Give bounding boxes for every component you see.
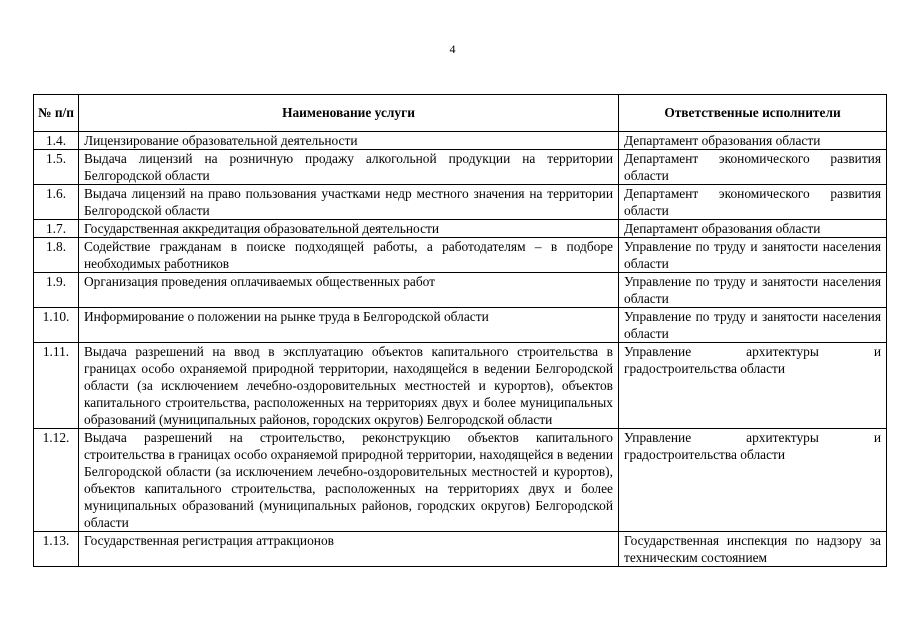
row-service-name: Организация проведения оплачиваемых общественных работ xyxy=(79,273,619,308)
row-service-name: Выдача разрешений на строительство, реконструкцию объектов капитального строительства в границах особо охраняемой природной территории, находящейся в ведении Белгородской области (за исключением лечебно-оздоровительных местностей и курортов), объектов капитального строительства, расположенных на территориях двух и более муниципальных образований (муниципальных районов, городских округов) Белгородской области xyxy=(79,429,619,532)
row-num: 1.11. xyxy=(34,343,79,429)
header-responsible: Ответственные исполнители xyxy=(619,95,887,132)
table-row xyxy=(34,343,887,429)
row-service-name: Лицензирование образовательной деятельности xyxy=(79,132,619,150)
page-number: 4 xyxy=(449,42,456,56)
row-service-name: Содействие гражданам в поиске подходящей работы, а работодателям – в подборе необходимых работников xyxy=(79,238,619,273)
row-responsible: Департамент экономического развития области xyxy=(619,185,887,220)
row-num: 1.8. xyxy=(34,238,79,273)
row-responsible: Управление архитектуры и градостроительства области xyxy=(619,429,887,532)
table-row xyxy=(34,429,887,532)
header-num: № п/п xyxy=(34,95,79,132)
table-row xyxy=(34,132,887,150)
row-service-name: Выдача разрешений на ввод в эксплуатацию объектов капитального строительства в границах особо охраняемой природной территории, находящейся в ведении Белгородской области (за исключением лечебно-оздоровительных местностей и курортов), объектов капитального строительства, расположенных на территориях двух и более муниципальных образований (муниципальных районов, городских округов) Белгородской области xyxy=(79,343,619,429)
table-row xyxy=(34,220,887,238)
table-row xyxy=(34,273,887,308)
table-row xyxy=(34,185,887,220)
row-num: 1.12. xyxy=(34,429,79,532)
row-num: 1.10. xyxy=(34,308,79,343)
row-responsible: Департамент экономического развития области xyxy=(619,150,887,185)
table-row xyxy=(34,238,887,273)
row-service-name: Государственная аккредитация образовательной деятельности xyxy=(79,220,619,238)
row-num: 1.5. xyxy=(34,150,79,185)
row-responsible: Управление по труду и занятости населения области xyxy=(619,238,887,273)
header-service-name: Наименование услуги xyxy=(79,95,619,132)
table-row xyxy=(34,150,887,185)
row-responsible: Государственная инспекция по надзору за техническим состоянием xyxy=(619,532,887,567)
row-num: 1.7. xyxy=(34,220,79,238)
row-responsible: Управление по труду и занятости населения области xyxy=(619,273,887,308)
row-responsible: Департамент образования области xyxy=(619,220,887,238)
row-responsible: Управление архитектуры и градостроительства области xyxy=(619,343,887,429)
row-responsible: Управление по труду и занятости населения области xyxy=(619,308,887,343)
row-num: 1.6. xyxy=(34,185,79,220)
row-service-name: Государственная регистрация аттракционов xyxy=(79,532,619,567)
table-row xyxy=(34,308,887,343)
row-service-name: Выдача лицензий на розничную продажу алкогольной продукции на территории Белгородской области xyxy=(79,150,619,185)
row-service-name: Информирование о положении на рынке труда в Белгородской области xyxy=(79,308,619,343)
row-responsible: Департамент образования области xyxy=(619,132,887,150)
row-num: 1.13. xyxy=(34,532,79,567)
services-table xyxy=(33,94,887,567)
row-num: 1.4. xyxy=(34,132,79,150)
table-row xyxy=(34,532,887,567)
table-header-row xyxy=(34,95,887,132)
row-num: 1.9. xyxy=(34,273,79,308)
row-service-name: Выдача лицензий на право пользования участками недр местного значения на территории Белгородской области xyxy=(79,185,619,220)
